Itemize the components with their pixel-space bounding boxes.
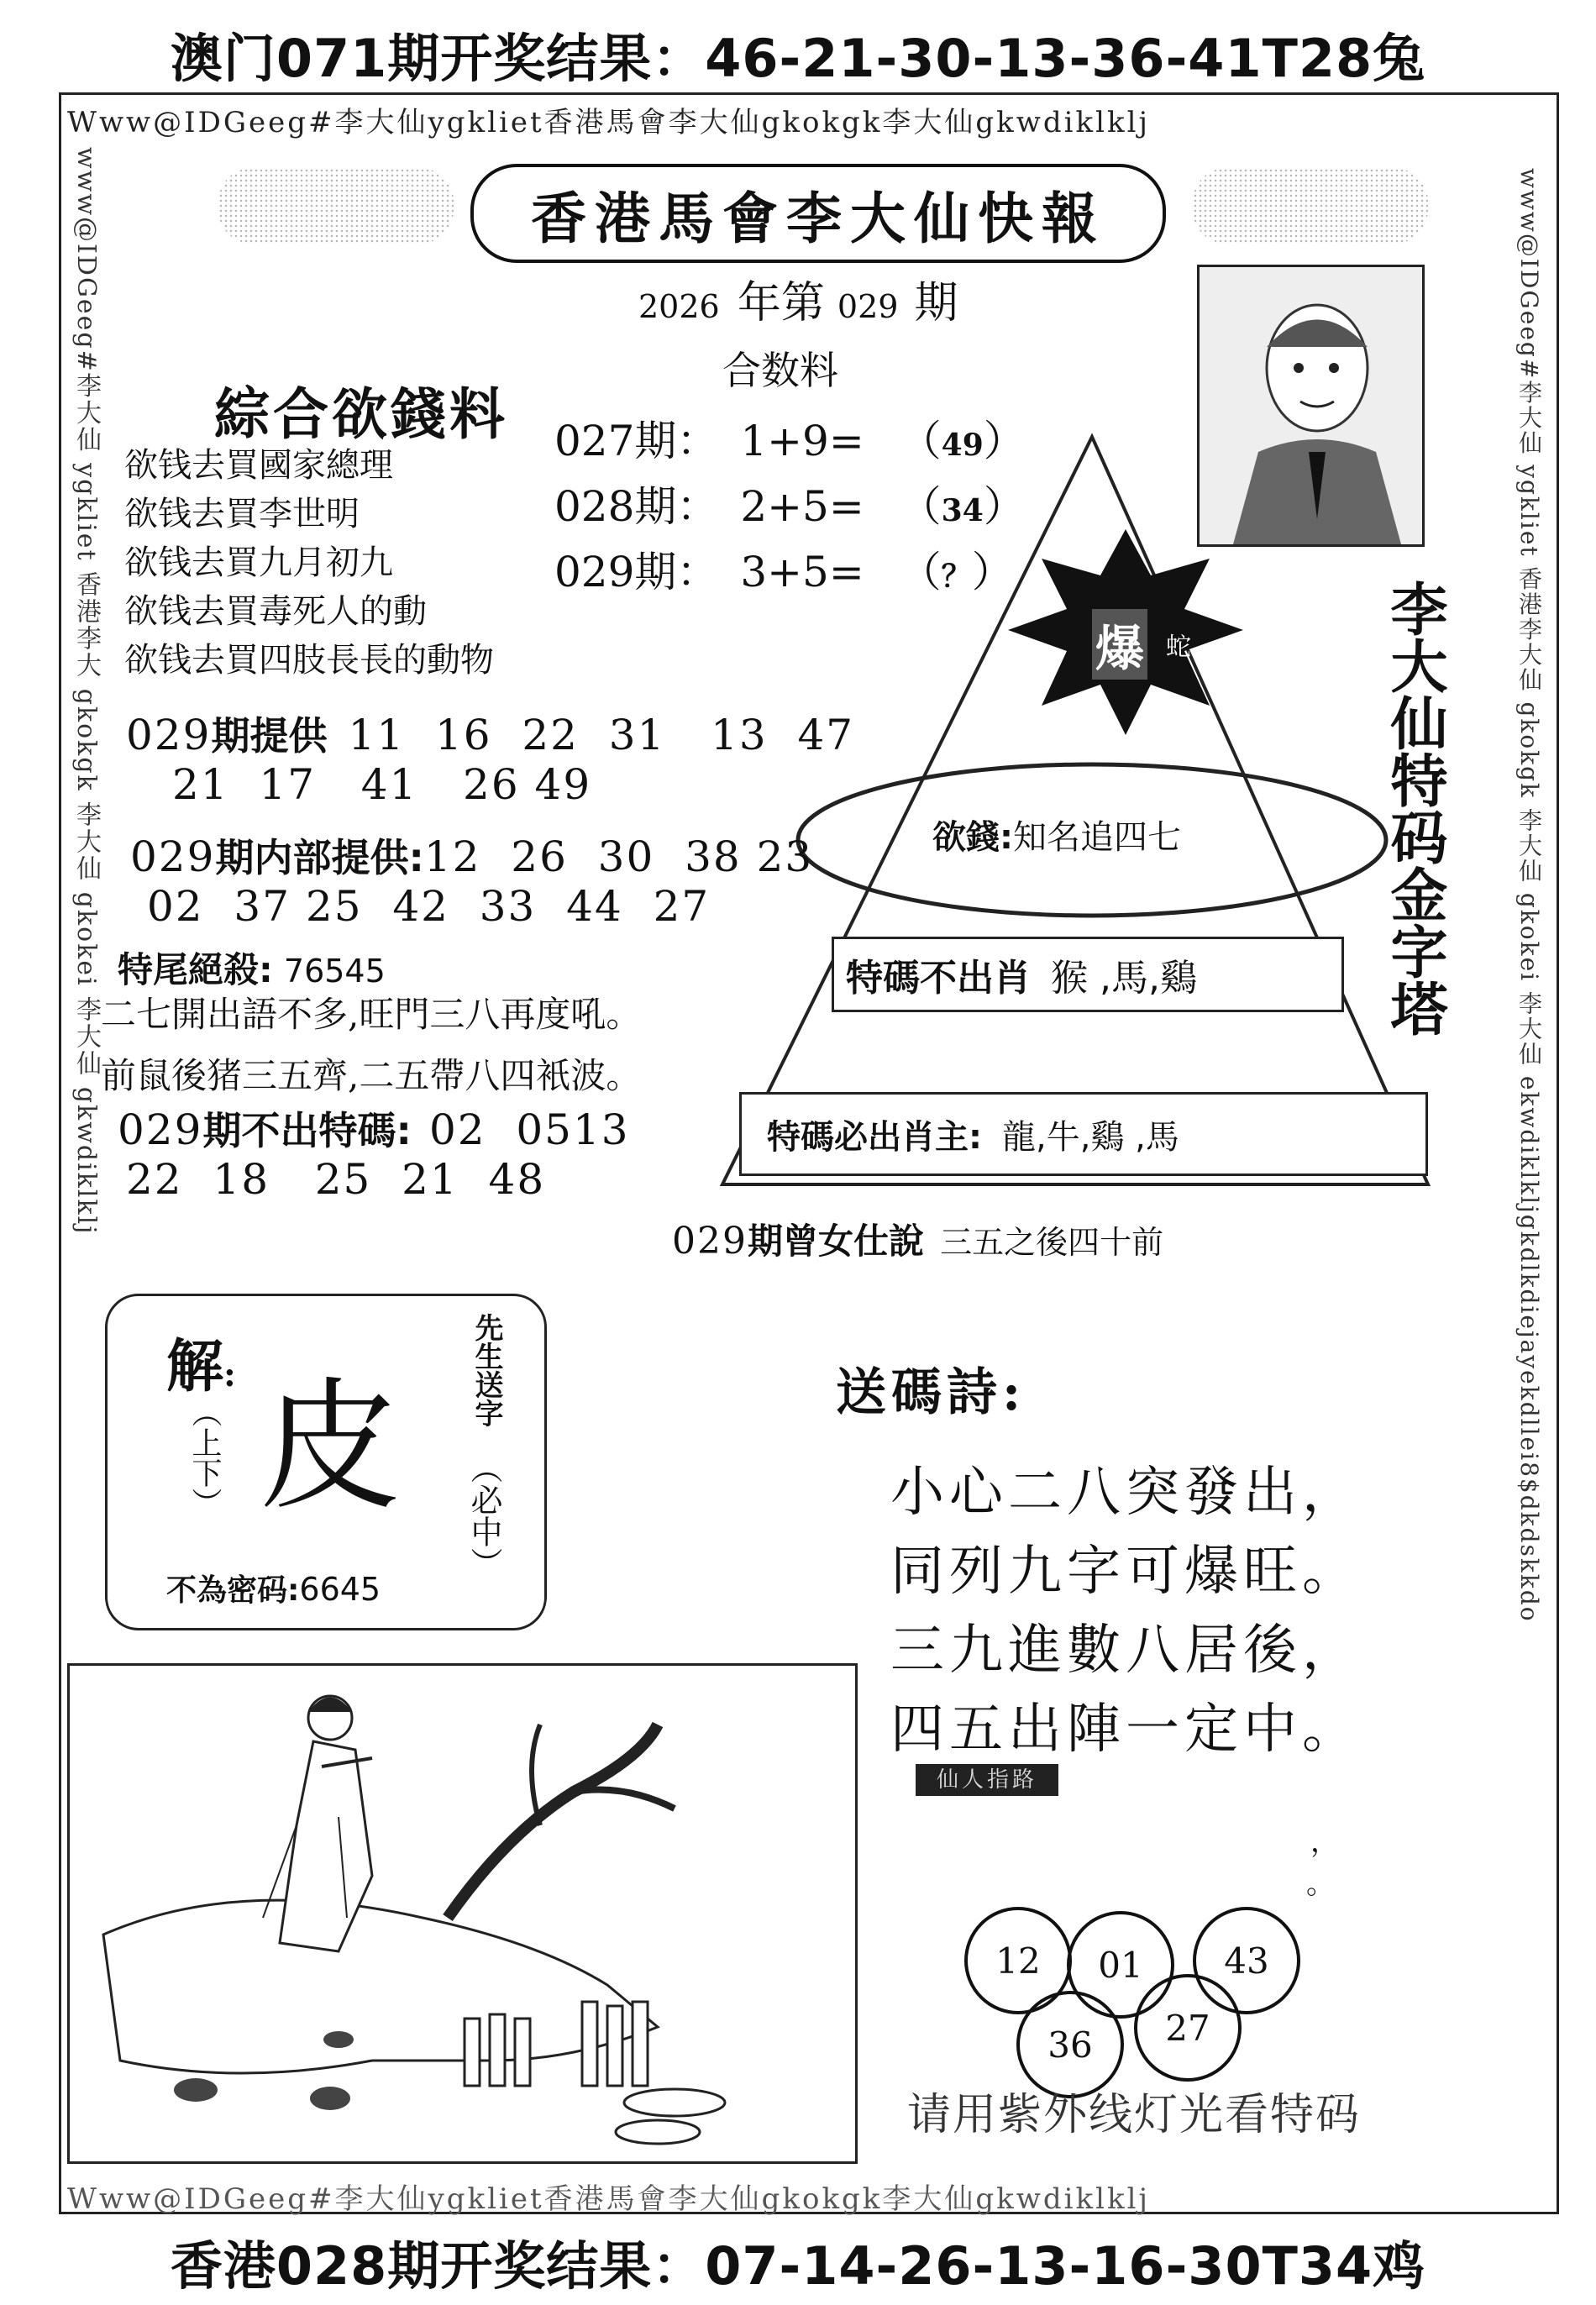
issue-line [638, 267, 958, 330]
riddle-updown: （上下） [187, 1397, 222, 1518]
yuqian-text: 知名追四七 [1013, 818, 1181, 857]
zonghe-line: 欲钱去買國家總理 [124, 446, 393, 485]
zonghe-line: 欲钱去買九月初九 [124, 543, 393, 582]
heshu-expr: 2+5= [740, 482, 864, 531]
bichu-label: 特碼必出肖主: [767, 1117, 982, 1157]
heshu-open: （ [899, 417, 942, 465]
issue-mid: 年第 [737, 278, 825, 328]
riddle-bizhong: （必中） [465, 1452, 502, 1579]
heshu-expr: 1+9= [740, 417, 864, 465]
buchu-label-num: 029 [118, 1105, 203, 1154]
vertical-title: 李大仙特码金字塔 [1381, 580, 1448, 1037]
buchu-xiao-label: 特碼不出肖 [846, 957, 1031, 1000]
watermark-bottom: Www@IDGeeg#李大仙ygkliet香港馬會李大仙gkokgk李大仙gkwdiklklj [67, 2182, 1151, 2216]
yuqian-line [932, 811, 1181, 858]
burst-small-char: 蛇 [1166, 633, 1191, 662]
poem-line-1: 二七開出語不多,旺門三八再度吼。 [101, 994, 642, 1035]
issue-end: 期 [914, 278, 958, 328]
zonghe-line: 欲钱去買四肢長長的動物 [124, 641, 494, 680]
heshu-close: ） [971, 548, 1014, 596]
riddle-xiansheng: 先生送字 [470, 1313, 503, 1427]
songma-dot-1: ， [1310, 1825, 1339, 1859]
banner-decoration-right [1193, 168, 1428, 244]
zengnvshi-line [672, 1214, 1163, 1264]
heshu-result: ？ [941, 559, 972, 594]
watermark-right: www@IDGeeg#李大仙 ygkliet 香港李大仙 gkokgk 李大仙 gkokei 李大仙 ekwdiklkljgkdlkdiejayekdllei8$dkdskkdo [1515, 168, 1543, 1623]
heshu-row [554, 538, 1026, 604]
issue-year: 2026 [638, 288, 720, 325]
heshu-row [554, 473, 1026, 538]
heshu-open: （ [899, 482, 942, 531]
ring-number: 43 [1193, 1907, 1300, 2014]
zengnvshi-label: 期曾女仕說 [747, 1221, 924, 1262]
songma-dot-2: 。 [1306, 1867, 1335, 1901]
heshu-label: 029期： [554, 548, 719, 596]
songma-title: 送碼詩: [836, 1363, 1026, 1422]
bottom-result: 香港028期开奖结果：07-14-26-13-16-30T34鸡 [170, 2235, 1426, 2297]
tewei-label: 特尾絕殺: [118, 949, 273, 990]
heshu-open: （ [899, 548, 942, 596]
riddle-buwei-label: 不為密码: [166, 1573, 300, 1608]
heshu-close: ） [983, 482, 1026, 531]
ring-number: 27 [1134, 1974, 1242, 2082]
buchu-numbers-1: 02 0513 [428, 1105, 630, 1154]
songma-line: 同列九字可爆旺。 [890, 1541, 1361, 1603]
buchu-row1 [118, 1100, 630, 1156]
heshu-close: ） [983, 417, 1026, 465]
heshu-title: 合数料 [722, 348, 838, 393]
buchu-xiao-box [832, 937, 1344, 1012]
neibu-numbers-1: 12 26 30 38 23 [423, 832, 814, 881]
heshu-label: 027期： [554, 417, 719, 465]
neibu-row1 [130, 827, 813, 883]
banner-decoration-left [218, 168, 454, 244]
poem-line-2: 前鼠後猪三五齊,二五帶八四衹波。 [101, 1055, 642, 1096]
top-result: 澳门071期开奖结果：46-21-30-13-36-41T28兔 [170, 28, 1426, 89]
banner [470, 164, 1166, 263]
songma-stamp: 仙人指路 [916, 1764, 1058, 1796]
heshu-row [554, 407, 1026, 473]
tigong-row1 [126, 706, 854, 761]
songma-line: 四五出陣一定中。 [890, 1699, 1361, 1761]
heshu-result: 49 [941, 428, 984, 463]
zengnvshi-text: 三五之後四十前 [940, 1224, 1164, 1261]
riddle-buwei-line [166, 1567, 381, 1609]
tigong-label: 期提供 [211, 713, 328, 759]
issue-number: 029 [837, 288, 899, 325]
zonghe-line: 欲钱去買毒死人的動 [124, 592, 427, 631]
riddle-box [105, 1294, 547, 1630]
tigong-numbers-2: 21 17 41 26 49 [172, 760, 592, 809]
zonghe-title: 綜合欲錢料 [214, 381, 508, 447]
heshu-expr: 3+5= [740, 548, 864, 596]
banner-title: 香港馬會李大仙快報 [531, 185, 1105, 251]
neibu-label-num: 029 [130, 832, 216, 881]
ring-number: 01 [1067, 1911, 1174, 2019]
bichu-text: 龍,牛,鷄 ,馬 [1002, 1117, 1179, 1157]
burst-char: 爆 [1092, 609, 1147, 680]
neibu-numbers-2: 02 37 25 42 33 44 27 [147, 882, 711, 931]
illustration-image [70, 1666, 855, 2161]
heshu-label: 028期： [554, 482, 719, 531]
zonghe-list [124, 441, 494, 685]
illustration-frame [67, 1663, 858, 2164]
songma-line: 小心二八突發出， [890, 1462, 1361, 1524]
tewei-line [118, 942, 386, 993]
songma-line: 三九進數八居後， [890, 1620, 1361, 1682]
buchu-label: 期不出特碼: [202, 1108, 412, 1153]
buchu-xiao-text: 猴 ,馬,鷄 [1051, 957, 1197, 1000]
bichu-box [739, 1092, 1428, 1176]
heshu-block [554, 407, 1026, 604]
watermark-top: Www@IDGeeg#李大仙ygkliet香港馬會李大仙gkokgk李大仙gkwdiklklj [67, 106, 1151, 139]
songma-lines [890, 1453, 1361, 1769]
watermark-left: www@IDGeeg#李大仙 ygkliet 香港李大 gkokgk 李大仙 gkokei 李大仙 gkwdiklklj [71, 147, 101, 1236]
ring-number: 36 [1016, 1991, 1124, 2098]
yuqian-label: 欲錢: [932, 818, 1013, 857]
buchu-numbers-2: 22 18 25 21 48 [126, 1155, 546, 1204]
riddle-big-char: 皮 [259, 1364, 402, 1531]
neibu-label: 期内部提供: [215, 835, 424, 880]
heshu-result: 34 [941, 493, 984, 528]
ring-number: 12 [964, 1907, 1072, 2014]
riddle-jie: 解: [166, 1333, 236, 1400]
tigong-numbers-1: 11 16 22 31 13 47 [348, 711, 855, 759]
tewei-value: 76545 [283, 953, 386, 990]
zonghe-line: 欲钱去買李世明 [124, 495, 360, 533]
uv-hint: 请用紫外线灯光看特码 [907, 2090, 1362, 2140]
tigong-label-num: 029 [126, 711, 212, 759]
riddle-buwei-value: 6645 [299, 1571, 381, 1608]
zengnvshi-label-num: 029 [672, 1220, 748, 1263]
